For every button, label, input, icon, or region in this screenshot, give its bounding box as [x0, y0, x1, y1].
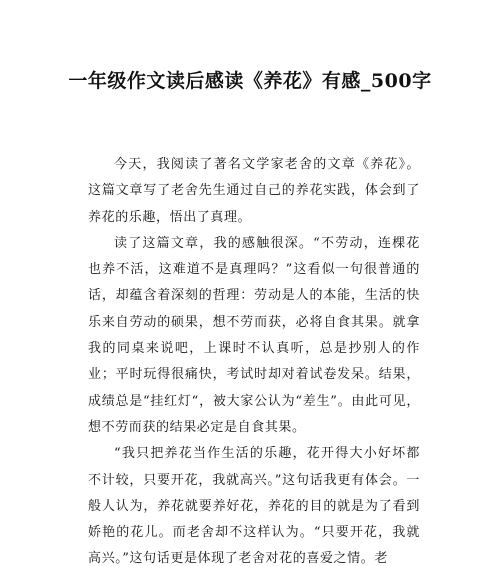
document-body	[88, 152, 420, 566]
paragraph-2: 读了这篇文章，我的感触很深。“不劳动，连棵花也养不活，这难道不是真理吗？”这看似一句很普通的话，却蕴含着深刻的哲理：劳动是人的本能，生活的快乐来自劳动的硕果，想不劳而获，必将自食其果。就拿我的同桌来说吧，上课时不认真听，总是抄别人的作业；平时玩得很痛快，考试时却对着试卷发呆。结果，成绩总是“挂红灯“，被大家公认为“差生”。由此可见，想不劳而获的结果必定是自食其果。	[88, 235, 420, 435]
paragraph-1: 今天，我阅读了著名文学家老舍的文章《养花》。这篇文章写了老舍先生通过自己的养花实践，体会到了养花的乐趣，悟出了真理。	[88, 157, 420, 225]
document-title: 一年级作文读后感读《养花》有感_500字	[68, 70, 432, 92]
paragraph-3: “我只把养花当作生活的乐趣，花开得大小好坏都不计较，只要开花，我就高兴。”这句话我更有体会。一般人认为，养花就要养好花，养花的目的就是为了看到娇艳的花儿。而老舍却不这样认为。“只要开花，我就高兴。”这句话更是体现了老舍对花的喜爱之情。老	[88, 446, 420, 566]
